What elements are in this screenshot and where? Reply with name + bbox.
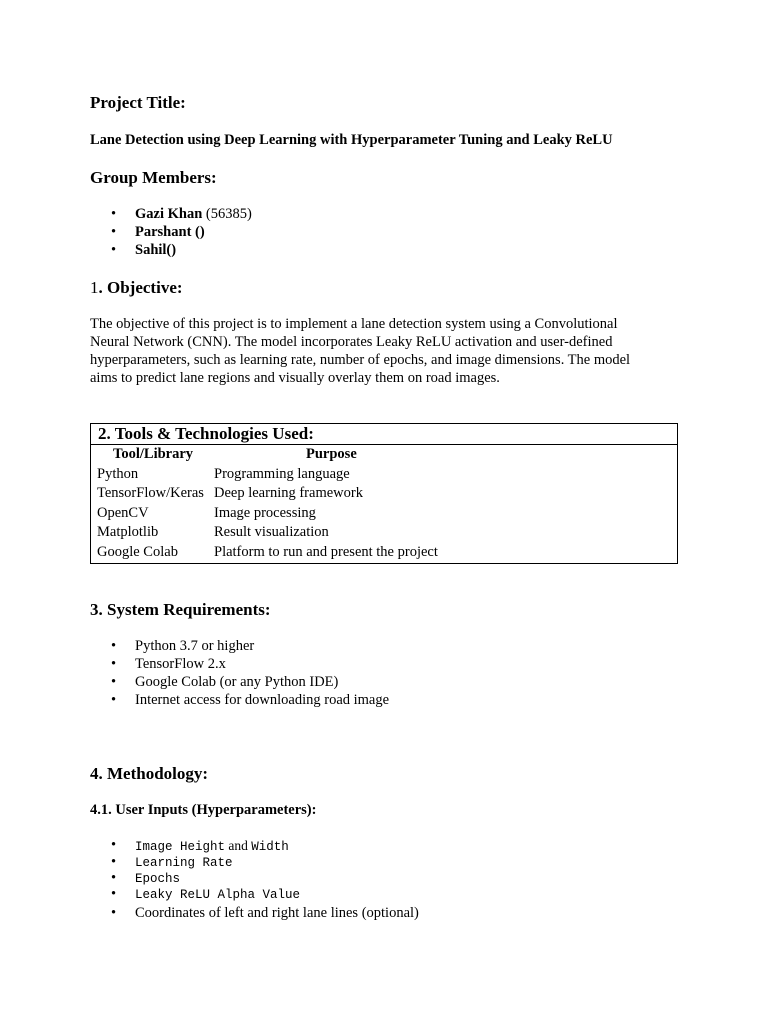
list-item xyxy=(90,241,252,259)
member-id: (56385) xyxy=(205,206,252,222)
list-item xyxy=(90,855,419,871)
col-tool-header: Tool/Library xyxy=(113,446,194,462)
list-item: • TensorFlow 2.x xyxy=(90,655,389,673)
table-row xyxy=(97,543,438,563)
objective-number: 1 xyxy=(90,278,99,297)
purpose-cell: Platform to run and present the project xyxy=(214,543,438,560)
methodology-subheading: 4.1. User Inputs (Hyperparameters): xyxy=(90,802,317,818)
methodology-heading: 4. Methodology: xyxy=(90,764,209,783)
tools-table xyxy=(97,445,438,563)
project-title-heading: Project Title: xyxy=(90,93,186,112)
list-item: • Internet access for downloading road image xyxy=(90,691,389,709)
list-item: • Coordinates of left and right lane lines (optional) xyxy=(90,903,419,923)
project-title: Lane Detection using Deep Learning with Hyperparameter Tuning and Leaky ReLU xyxy=(90,132,613,148)
list-item xyxy=(90,205,252,223)
tool-cell: Python xyxy=(97,465,139,482)
input-learning-rate: Learning Rate xyxy=(135,856,233,870)
list-item: • Google Colab (or any Python IDE) xyxy=(90,673,389,691)
hyperparameter-list xyxy=(90,838,419,923)
table-header-row xyxy=(97,445,438,465)
tools-table-box xyxy=(90,423,678,564)
objective-text: The objective of this project is to implement a lane detection system using a Convolutional Neural Network (CNN). The model incorporates Leaky ReLU activation and user-defined hyperparameters, such as learning rate, number of epochs, and image dimensions. The model aims to predict lane regions and visually overlay them on road images. xyxy=(90,316,631,386)
tool-cell: Matplotlib xyxy=(97,524,159,541)
list-item xyxy=(90,871,419,887)
tool-cell: Google Colab xyxy=(97,543,178,560)
purpose-cell: Programming language xyxy=(214,465,350,482)
members-list xyxy=(90,205,252,259)
purpose-cell: Deep learning framework xyxy=(214,485,363,502)
requirements-heading: 3. System Requirements: xyxy=(90,600,271,619)
input-height: Image Height xyxy=(135,840,226,854)
tool-cell: OpenCV xyxy=(97,504,149,521)
list-item xyxy=(90,223,252,241)
table-row xyxy=(97,523,438,543)
group-members-heading: Group Members: xyxy=(90,168,217,187)
member-name: Sahil() xyxy=(135,242,177,258)
member-name: Gazi Khan xyxy=(135,206,203,222)
requirements-list xyxy=(90,637,389,709)
objective-heading-text: . Objective: xyxy=(98,278,183,297)
purpose-cell: Image processing xyxy=(214,504,316,521)
table-row xyxy=(97,504,438,524)
objective-heading xyxy=(90,278,183,298)
tool-cell: TensorFlow/Keras xyxy=(97,485,204,502)
table-row xyxy=(97,484,438,504)
purpose-cell: Result visualization xyxy=(214,524,329,541)
list-item xyxy=(90,838,419,855)
input-width: Width xyxy=(251,840,289,854)
member-name: Parshant () xyxy=(135,224,205,240)
tools-heading: 2. Tools & Technologies Used: xyxy=(91,424,677,445)
list-item xyxy=(90,887,419,903)
input-alpha: Leaky ReLU Alpha Value xyxy=(135,888,301,902)
table-row xyxy=(97,465,438,485)
col-purpose-header: Purpose xyxy=(306,446,357,462)
input-epochs: Epochs xyxy=(135,872,181,886)
list-item: • Python 3.7 or higher xyxy=(90,637,389,655)
input-and: and xyxy=(225,838,252,853)
